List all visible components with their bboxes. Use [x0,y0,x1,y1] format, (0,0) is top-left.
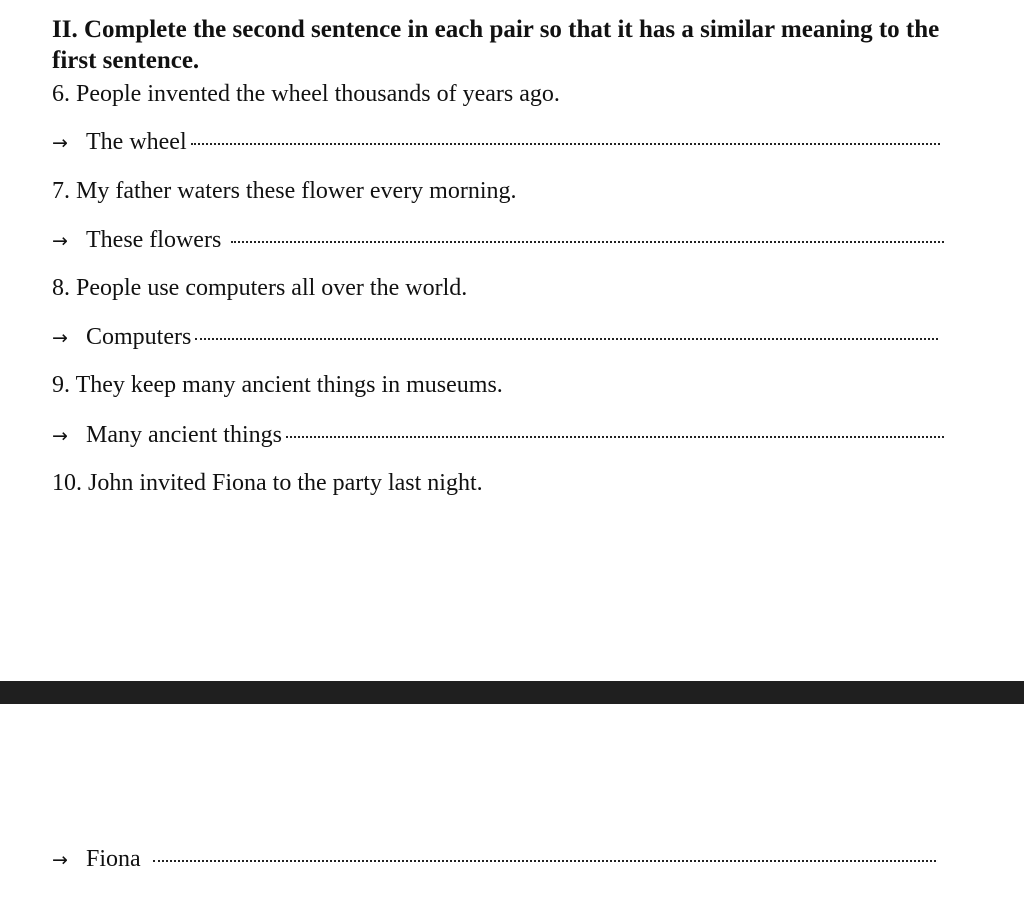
item-10-sentence: 10. John invited Fiona to the party last night. [52,470,483,496]
item-7-answer-blank[interactable] [231,241,944,243]
item-8-sentence: 8. People use computers all over the world. [52,275,468,301]
arrow-icon: → [52,425,68,447]
item-9-answer-blank[interactable] [286,436,944,438]
item-8-answer-blank[interactable] [195,338,938,340]
item-9-answer-line [52,420,944,451]
item-6-answer-start: The wheel [86,129,187,155]
item-10-answer-line [52,844,936,875]
page-divider-bar [0,681,1024,704]
arrow-icon: → [52,132,68,154]
item-10-answer-start: Fiona [86,846,141,872]
arrow-icon: → [52,327,68,349]
item-7-answer-line [52,225,944,256]
item-10-answer-blank[interactable] [153,860,936,862]
arrow-icon: → [52,230,68,252]
item-6-answer-blank[interactable] [191,143,940,145]
item-7-answer-start: These flowers [86,227,222,253]
item-8-answer-line [52,322,938,353]
item-7-sentence: 7. My father waters these flower every morning. [52,178,517,204]
item-6-answer-line [52,127,940,158]
item-8-answer-start: Computers [86,324,192,350]
item-9-sentence: 9. They keep many ancient things in museums. [52,372,503,398]
item-9-answer-start: Many ancient things [86,422,282,448]
arrow-icon: → [52,849,68,871]
item-6-sentence: 6. People invented the wheel thousands of years ago. [52,81,560,107]
exercise-instruction: II. Complete the second sentence in each pair so that it has a similar meaning to the first sentence. [52,16,940,74]
